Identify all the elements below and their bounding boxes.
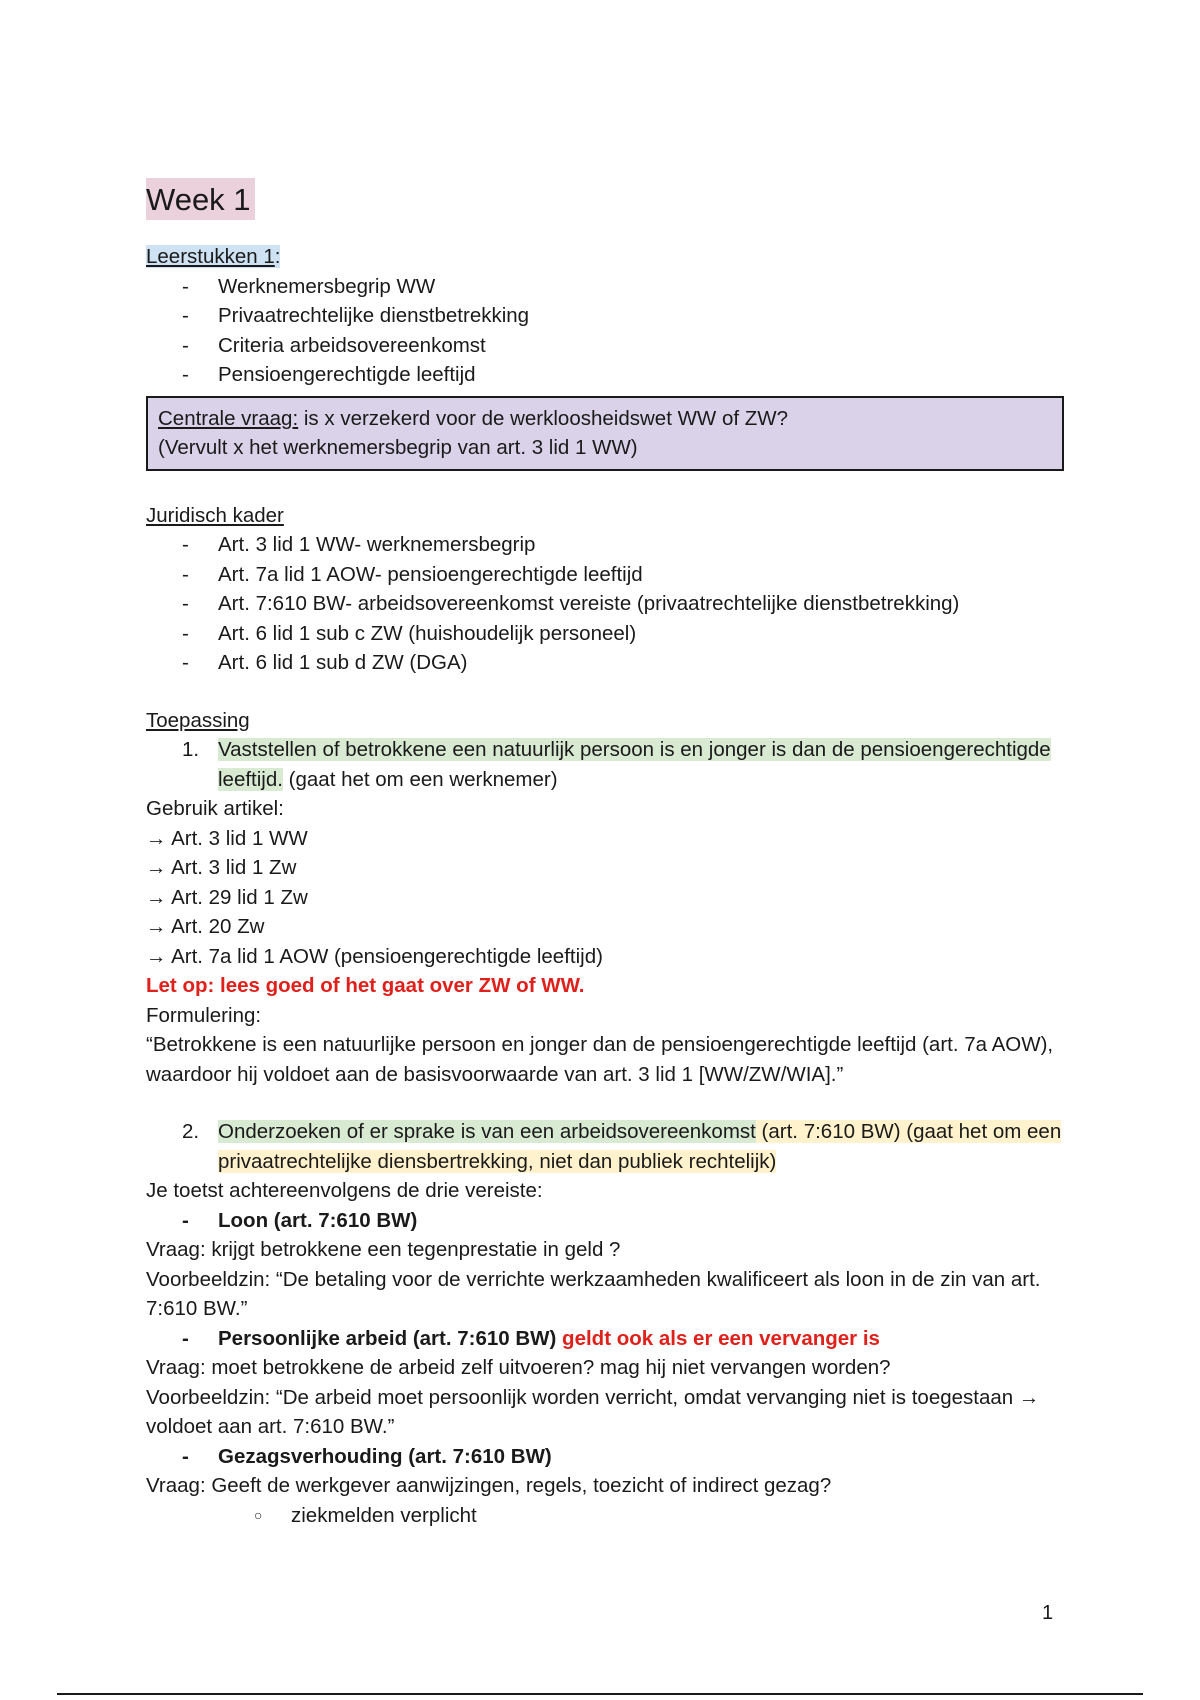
article-line: → Art. 7a lid 1 AOW (pensioengerechtigde leeftijd) [146,944,603,968]
document-content [146,178,1066,1530]
voorbeeld-line: Voorbeeldzin: “De arbeid moet persoonlijk worden verricht, omdat vervanging niet is toegestaan → voldoet aan art. 7:610 BW.” [146,1385,1040,1438]
formulering-text: “Betrokkene is een natuurlijke persoon en jonger dan de pensioengerechtigde leeftijd (art. 7a AOW), waardoor hij voldoet aan de basisvoorwaarde van art. 3 lid 1 [WW/ZW/WIA].” [146,1033,1054,1086]
vraag-line: Vraag: Geeft de werkgever aanwijzingen, regels, toezicht of indirect gezag? [146,1474,832,1497]
article-line: → Art. 3 lid 1 Zw [146,856,297,879]
article-line: → Art. 20 Zw [146,915,265,938]
article-line: → Art. 29 lid 1 Zw [146,885,308,909]
toets-intro: Je toetst achtereenvolgens de drie vereiste: [146,1179,543,1202]
central-question: Centrale vraag: is x verzekerd voor de werkloosheidswet WW of ZW? [158,406,789,430]
page-bottom-rule [57,1693,1143,1695]
requirement-loon [146,1206,1066,1236]
list-item: - Art. 7a lid 1 AOW- pensioengerechtigde leeftijd [146,560,1066,590]
list-item: - Werknemersbegrip WW [146,272,1066,302]
list-item: - Art. 6 lid 1 sub d ZW (DGA) [146,648,1066,678]
step-2-highlight: Onderzoeken of er sprake is van een arbeidsovereenkomst [218,1120,756,1143]
page-title: Week 1 [146,178,1066,220]
formulering-label: Formulering: [146,1003,262,1027]
list-item: - Art. 7:610 BW- arbeidsovereenkomst vereiste (privaatrechtelijke dienstbetrekking) [146,589,1066,619]
juridisch-kader-heading: Juridisch kader [146,503,284,527]
step-2: 2. Onderzoeken of er sprake is van een arbeidsovereenkomst (art. 7:610 BW) (gaat het om een privaatrechtelijke diensbertrekking, niet dan publiek rechtelijk) [146,1117,1066,1176]
central-question-box [146,396,1064,471]
requirement-item: - Persoonlijke arbeid (art. 7:610 BW) geldt ook als er een vervanger is [146,1324,1066,1354]
leerstukken-heading: Leerstukken 1: [146,245,281,268]
list-item: - Pensioengerechtigde leeftijd [146,360,1066,390]
vraag-line: Vraag: moet betrokkene de arbeid zelf uitvoeren? mag hij niet vervangen worden? [146,1356,891,1379]
central-question-line2: (Vervult x het werknemersbegrip van art. 3 lid 1 WW) [158,436,638,459]
requirement-persoonlijk [146,1324,1066,1354]
gebruik-label: Gebruik artikel: [146,797,284,820]
step-1: 1. Vaststellen of betrokkene een natuurlijk persoon is en jonger is dan de pensioengerechtigde leeftijd. (gaat het om een werknemer) [146,735,1066,794]
vraag-line: Vraag: krijgt betrokkene een tegenprestatie in geld ? [146,1238,621,1261]
step-number: 1. [182,738,200,761]
page-number: 1 [1042,1602,1054,1624]
juridisch-kader-list [146,530,1066,678]
spacer [146,1089,1066,1117]
leerstukken-list [146,272,1066,390]
requirement-gezag [146,1442,1066,1472]
sub-bullet-item: ○ ziekmelden verplicht [146,1501,1066,1531]
list-item: - Art. 3 lid 1 WW- werknemersbegrip [146,530,1066,560]
step-1-highlight: Vaststellen of betrokkene een natuurlijk persoon is en jonger is dan de pensioengerechtigde leeftijd. [218,738,1051,791]
list-item: - Criteria arbeidsovereenkomst [146,331,1066,361]
list-item: - Privaatrechtelijke dienstbetrekking [146,301,1066,331]
requirement-title: - Loon (art. 7:610 BW) [146,1206,1066,1236]
article-line: → Art. 3 lid 1 WW [146,826,308,850]
list-item: - Art. 6 lid 1 sub c ZW (huishoudelijk personeel) [146,619,1066,649]
spacer [146,471,1066,501]
toepassing-heading: Toepassing [146,708,250,732]
warning-note: Let op: lees goed of het gaat over ZW of WW. [146,974,585,997]
requirement-title: - Gezagsverhouding (art. 7:610 BW) [146,1442,1066,1472]
voorbeeld-line: Voorbeeldzin: “De betaling voor de verrichte werkzaamheden kwalificeert als loon in de zin van art. 7:610 BW.” [146,1267,1041,1320]
spacer [146,678,1066,706]
step-number: 2. [182,1120,200,1143]
